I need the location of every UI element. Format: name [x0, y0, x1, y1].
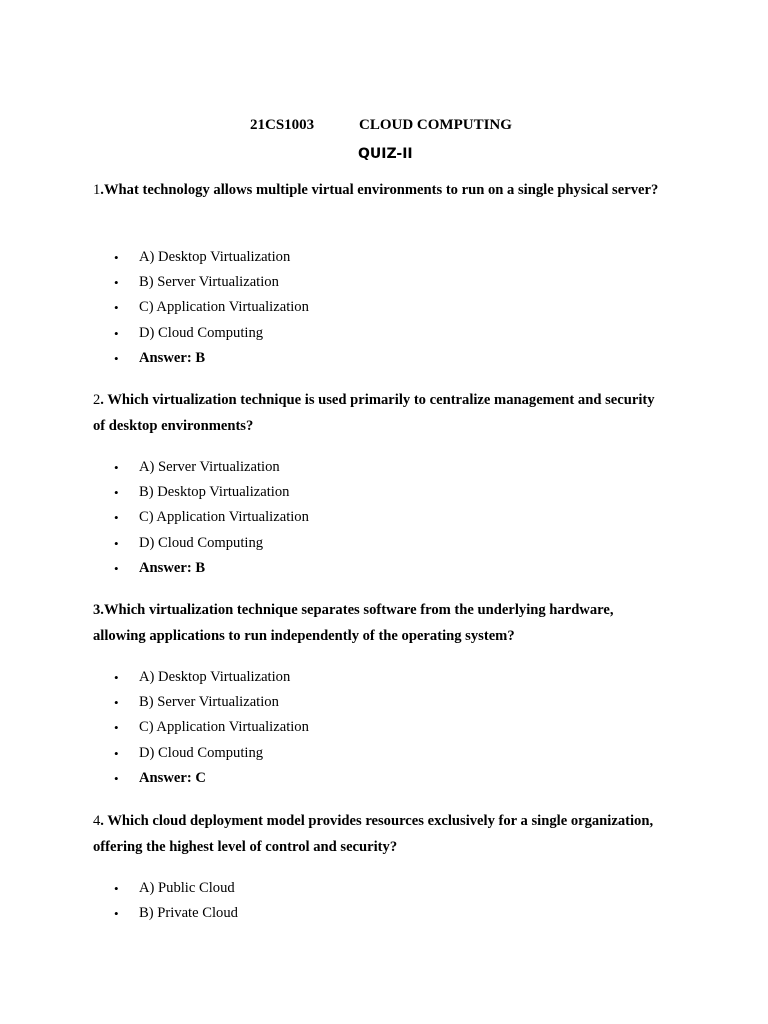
option-item [0, 741, 768, 766]
question-text: . Which virtualization technique is used primarily to centralize management and security of desktop environments? [93, 392, 655, 434]
option-text: A) Desktop Virtualization [139, 669, 291, 685]
options-list-4 [0, 876, 768, 926]
answer-text: Answer: C [139, 769, 206, 786]
option-item [0, 321, 768, 346]
options-list-2 [0, 455, 768, 581]
option-text: C) Application Virtualization [139, 719, 309, 736]
option-item [0, 270, 768, 295]
option-text: C) Application Virtualization [139, 509, 309, 526]
question-text: . Which cloud deployment model provides resources exclusively for a single organization, offering the highest level of control and security? [93, 813, 654, 855]
bullet-icon: • [114, 460, 119, 475]
answer-item [0, 556, 768, 581]
option-text: B) Desktop Virtualization [139, 484, 290, 501]
option-text: A) Server Virtualization [139, 459, 280, 475]
option-item [0, 876, 768, 901]
option-item [0, 455, 768, 480]
option-text: D) Cloud Computing [139, 744, 264, 761]
bullet-icon: • [114, 906, 119, 922]
option-item [0, 505, 768, 530]
option-text: D) Cloud Computing [139, 534, 264, 551]
option-item [0, 295, 768, 320]
option-item [0, 901, 768, 926]
question-number: 1 [93, 182, 101, 198]
bullet-icon: • [114, 670, 119, 685]
option-item [0, 690, 768, 715]
options-list-3 [0, 665, 768, 791]
bullet-icon: • [114, 535, 119, 551]
question-text: .What technology allows multiple virtual environments to run on a single physical server? [100, 182, 659, 198]
bullet-icon: • [114, 250, 119, 265]
option-text: B) Server Virtualization [139, 694, 279, 711]
option-item [0, 531, 768, 556]
answer-text: Answer: B [139, 349, 206, 366]
option-item [0, 480, 768, 505]
option-text: A) Desktop Virtualization [139, 249, 291, 265]
question-4 [93, 808, 663, 860]
question-number: 2 [93, 392, 101, 408]
course-name: CLOUD COMPUTING [359, 117, 512, 133]
option-text: B) Private Cloud [139, 905, 238, 922]
option-item [0, 665, 768, 690]
question-number: 4 [93, 813, 101, 829]
bullet-icon: • [114, 770, 119, 786]
course-code: 21CS1003 [250, 117, 315, 133]
bullet-icon: • [114, 695, 119, 711]
question-2 [93, 387, 663, 439]
question-text: 3.Which virtualization technique separates software from the underlying hardware, allowing applications to run independently of the operating system? [93, 602, 614, 644]
bullet-icon: • [114, 881, 119, 896]
option-text: A) Public Cloud [139, 880, 235, 896]
bullet-icon: • [114, 745, 119, 761]
question-1 [93, 177, 663, 203]
option-text: B) Server Virtualization [139, 274, 279, 291]
bullet-icon: • [114, 300, 119, 316]
option-item [0, 715, 768, 740]
option-text: C) Application Virtualization [139, 299, 309, 316]
bullet-icon: • [114, 485, 119, 501]
question-3 [93, 597, 663, 649]
bullet-icon: • [114, 560, 119, 576]
quiz-title: QUIZ-II [358, 146, 413, 162]
bullet-icon: • [114, 720, 119, 736]
bullet-icon: • [114, 510, 119, 526]
bullet-icon: • [114, 275, 119, 291]
bullet-icon: • [114, 325, 119, 341]
document-header [0, 114, 768, 136]
option-text: D) Cloud Computing [139, 324, 264, 341]
options-list-1 [0, 245, 768, 371]
answer-text: Answer: B [139, 559, 206, 576]
bullet-icon: • [114, 350, 119, 366]
option-item [0, 245, 768, 270]
answer-item [0, 346, 768, 371]
answer-item [0, 766, 768, 791]
